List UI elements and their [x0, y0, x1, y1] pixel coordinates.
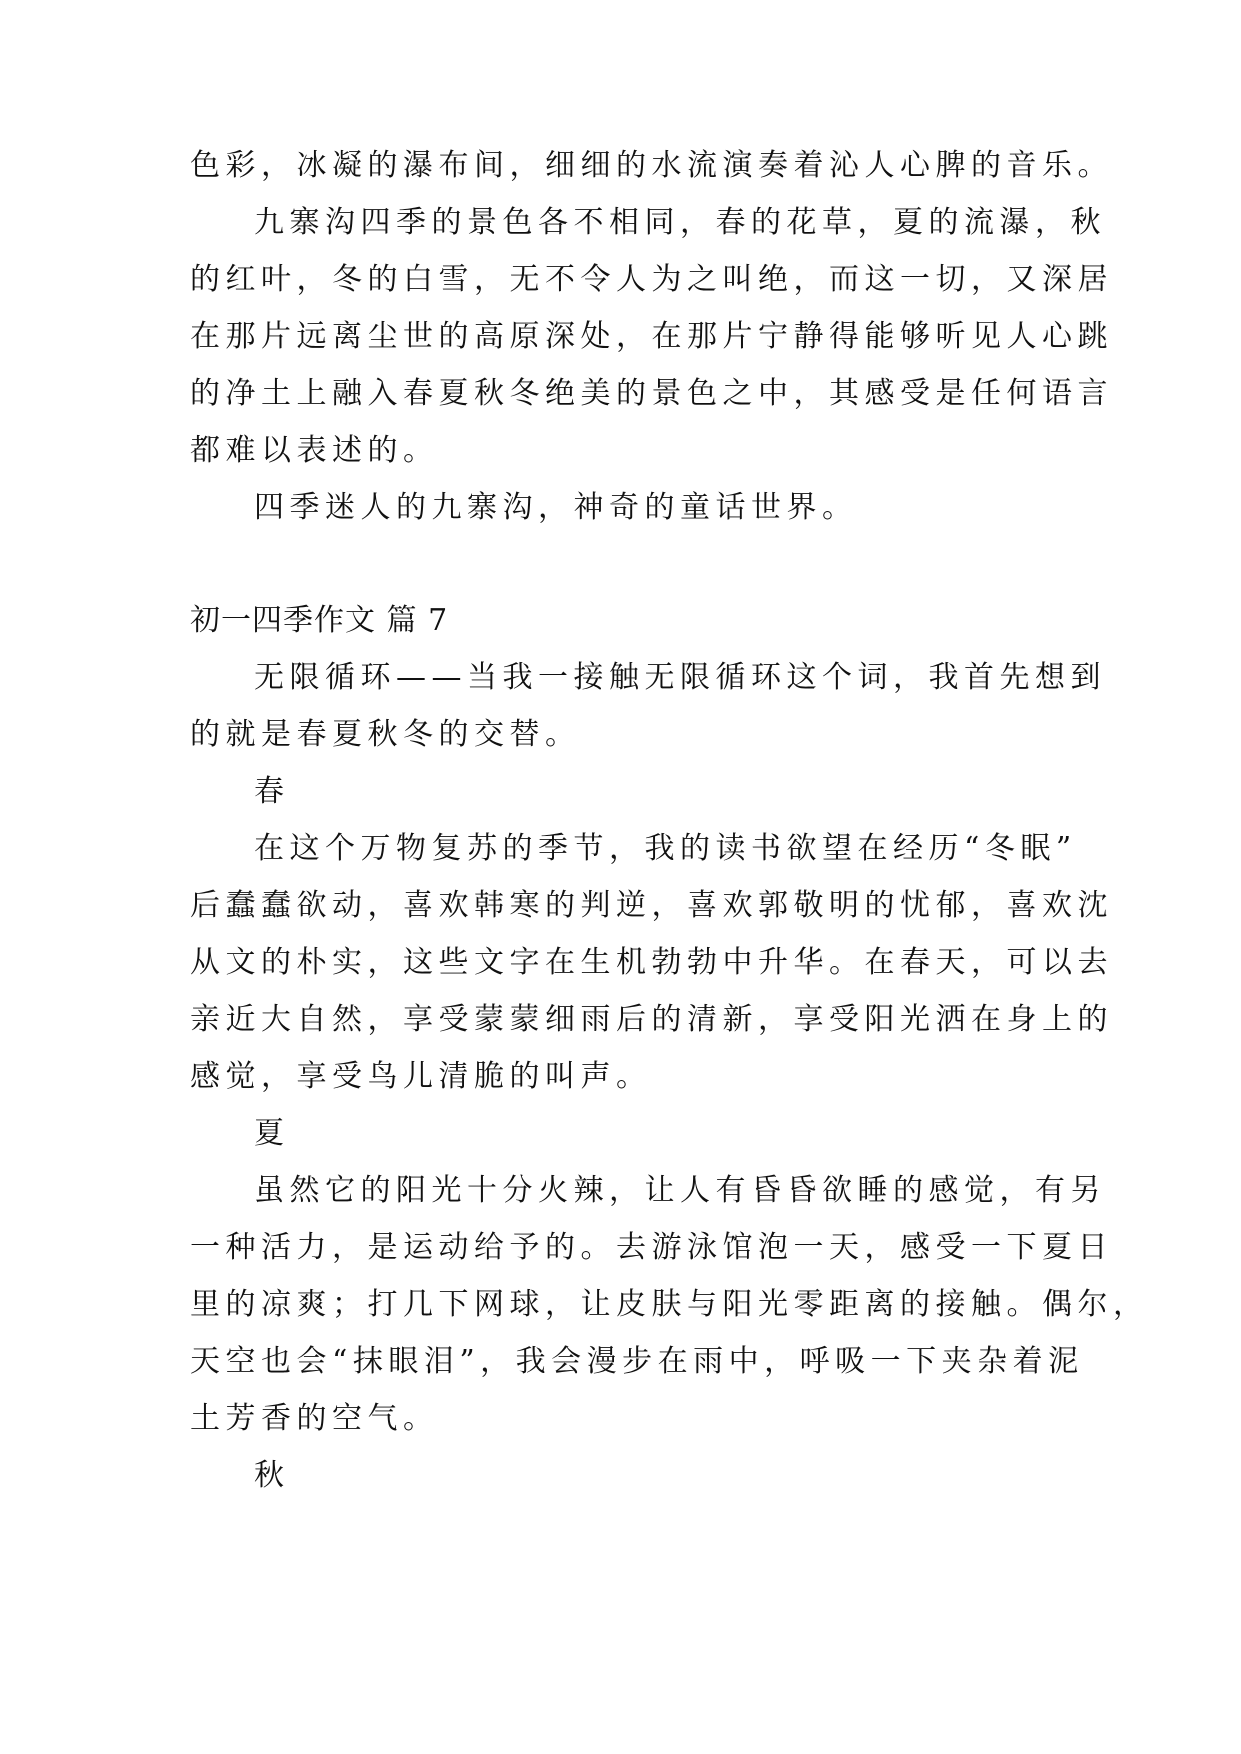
season-label-summer: 夏 [254, 1116, 290, 1151]
paragraph-line: 四季迷人的九寨沟，神奇的童话世界。 [254, 490, 858, 525]
paragraph-line: 的就是春夏秋冬的交替。 [190, 717, 581, 752]
paragraph-line: 在这个万物复苏的季节，我的读书欲望在经历“冬眠” [254, 831, 1077, 866]
paragraph-line: 一种活力，是运动给予的。去游泳馆泡一天，感受一下夏日 [190, 1230, 1113, 1265]
paragraph-line: 在那片远离尘世的高原深处，在那片宁静得能够听见人心跳 [190, 319, 1113, 354]
paragraph-line: 天空也会“抹眼泪”，我会漫步在雨中，呼吸一下夹杂着泥 [190, 1344, 1084, 1379]
paragraph-line: 感觉，享受鸟儿清脆的叫声。 [190, 1059, 652, 1094]
paragraph-line: 无限循环——当我一接触无限循环这个词，我首先想到 [254, 660, 1106, 695]
section-heading: 初一四季作文 篇 7 [190, 603, 449, 638]
paragraph-line: 后蠢蠢欲动，喜欢韩寒的判逆，喜欢郭敬明的忧郁，喜欢沈 [190, 888, 1113, 923]
paragraph-line: 都难以表述的。 [190, 433, 439, 468]
paragraph-line: 色彩，冰凝的瀑布间，细细的水流演奏着沁人心脾的音乐。 [190, 148, 1113, 183]
paragraph-line: 里的凉爽；打几下网球，让皮肤与阳光零距离的接触。偶尔， [190, 1287, 1149, 1322]
season-label-spring: 春 [254, 774, 290, 809]
paragraph-line: 土芳香的空气。 [190, 1401, 439, 1436]
paragraph-line: 虽然它的阳光十分火辣，让人有昏昏欲睡的感觉，有另 [254, 1173, 1106, 1208]
paragraph-line: 的红叶，冬的白雪，无不令人为之叫绝，而这一切，又深居 [190, 262, 1113, 297]
paragraph-line: 的净土上融入春夏秋冬绝美的景色之中，其感受是任何语言 [190, 376, 1113, 411]
paragraph-line: 从文的朴实，这些文字在生机勃勃中升华。在春天，可以去 [190, 945, 1113, 980]
paragraph-line: 亲近大自然，享受蒙蒙细雨后的清新，享受阳光洒在身上的 [190, 1002, 1113, 1037]
season-label-autumn: 秋 [254, 1458, 290, 1493]
paragraph-line: 九寨沟四季的景色各不相同，春的花草，夏的流瀑，秋 [254, 205, 1106, 240]
